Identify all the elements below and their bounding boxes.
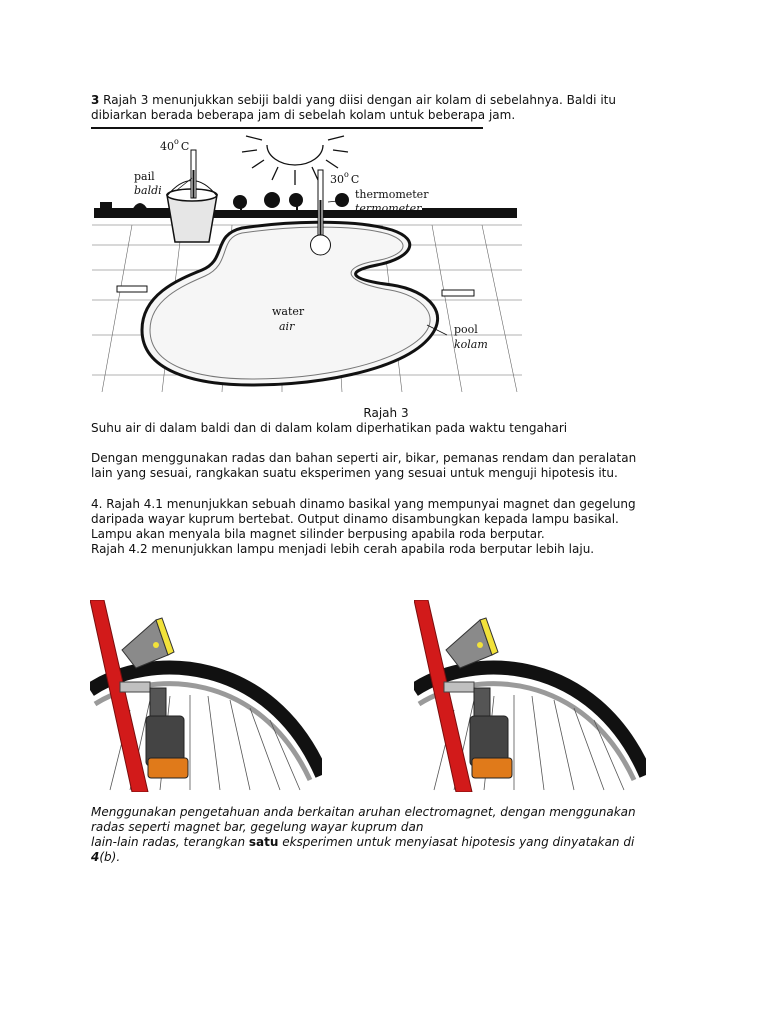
- figure-4-2-bicycle-dynamo: [414, 600, 646, 792]
- pail-label-ms: baldi: [134, 184, 162, 197]
- question-4-text: [91, 497, 681, 557]
- q4b-line1: Menggunakan pengetahuan anda berkaitan aruhan electromagnet, dengan menggunakan: [91, 805, 636, 819]
- bicycle-lamp-icon: [446, 618, 498, 668]
- dynamo-icon: [146, 688, 188, 778]
- pool-label-en: pool: [454, 323, 478, 336]
- q4b-emphasis-satu: satu: [248, 835, 279, 849]
- task-3-text: [91, 451, 681, 481]
- bicycle-lamp-icon: [122, 618, 174, 668]
- water-label-ms: air: [279, 320, 295, 333]
- q3-line1: Rajah 3 menunjukkan sebiji baldi yang diisi dengan air kolam di sebelahnya. Baldi itu: [99, 93, 616, 107]
- question-3-text: [91, 93, 681, 123]
- q4b-ref-part: (b).: [99, 850, 121, 864]
- diving-board: [117, 286, 147, 292]
- q4-line4: Rajah 4.2 menunjukkan lampu menjadi lebih cerah apabila roda berputar lebih laju.: [91, 542, 595, 556]
- pool-label-ms: kolam: [454, 338, 488, 351]
- q4-line2: daripada wayar kuprum bertebat. Output dinamo disambungkan kepada lampu basikal.: [91, 512, 619, 526]
- q4-line1: 4. Rajah 4.1 menunjukkan sebuah dinamo basikal yang mempunyai magnet dan gegelung: [91, 497, 636, 511]
- dynamo-bracket: [120, 682, 150, 692]
- pail-temperature: 40$^o$ C: [160, 137, 190, 153]
- q3-line2: dibiarkan berada beberapa jam di sebelah kolam untuk beberapa jam.: [91, 108, 516, 122]
- bicycle-fork-icon: [414, 600, 472, 792]
- thermometer-label-ms: termometer: [355, 202, 422, 215]
- task3-line2: lain yang sesuai, rangkakan suatu eksperimen yang sesuai untuk menguji hipotesis itu.: [91, 466, 618, 480]
- q4b-line2: radas seperti magnet bar, gegelung wayar kuprum dan: [91, 820, 424, 834]
- task3-line1: Dengan menggunakan radas dan bahan seperti air, bikar, pemanas rendam dan peralatan: [91, 451, 637, 465]
- q4b-line3-a: lain-lain radas, terangkan: [91, 835, 249, 849]
- question-4b-text: [91, 805, 681, 865]
- bicycle-fork-icon: [90, 600, 148, 792]
- observation-3: Suhu air di dalam baldi dan di dalam kolam diperhatikan pada waktu tengahari: [91, 421, 568, 435]
- diving-board: [442, 290, 474, 296]
- thermometer-label-en: thermometer: [355, 188, 429, 201]
- q4-line3: Lampu akan menyala bila magnet silinder berpusing apabila roda berputar.: [91, 527, 545, 541]
- figure-4-1-bicycle-dynamo: [90, 600, 322, 792]
- pail-label-en: pail: [134, 170, 155, 183]
- question-number: 3: [91, 93, 100, 107]
- figure-3-caption: Rajah 3: [363, 406, 409, 420]
- dynamo-bracket: [444, 682, 474, 692]
- q4b-line3-c: eksperimen untuk menyiasat hipotesis yang dinyatakan di: [278, 835, 635, 849]
- pool-temperature: 30$^o$ C: [330, 170, 360, 186]
- q4b-ref-number: 4: [91, 850, 100, 864]
- rule-line: [91, 127, 483, 129]
- water-label-en: water: [272, 305, 305, 318]
- thermometer-icon: [191, 150, 196, 198]
- dynamo-icon: [470, 688, 512, 778]
- figure-3-pool-diagram: [92, 130, 522, 392]
- pool-outline: [142, 222, 438, 385]
